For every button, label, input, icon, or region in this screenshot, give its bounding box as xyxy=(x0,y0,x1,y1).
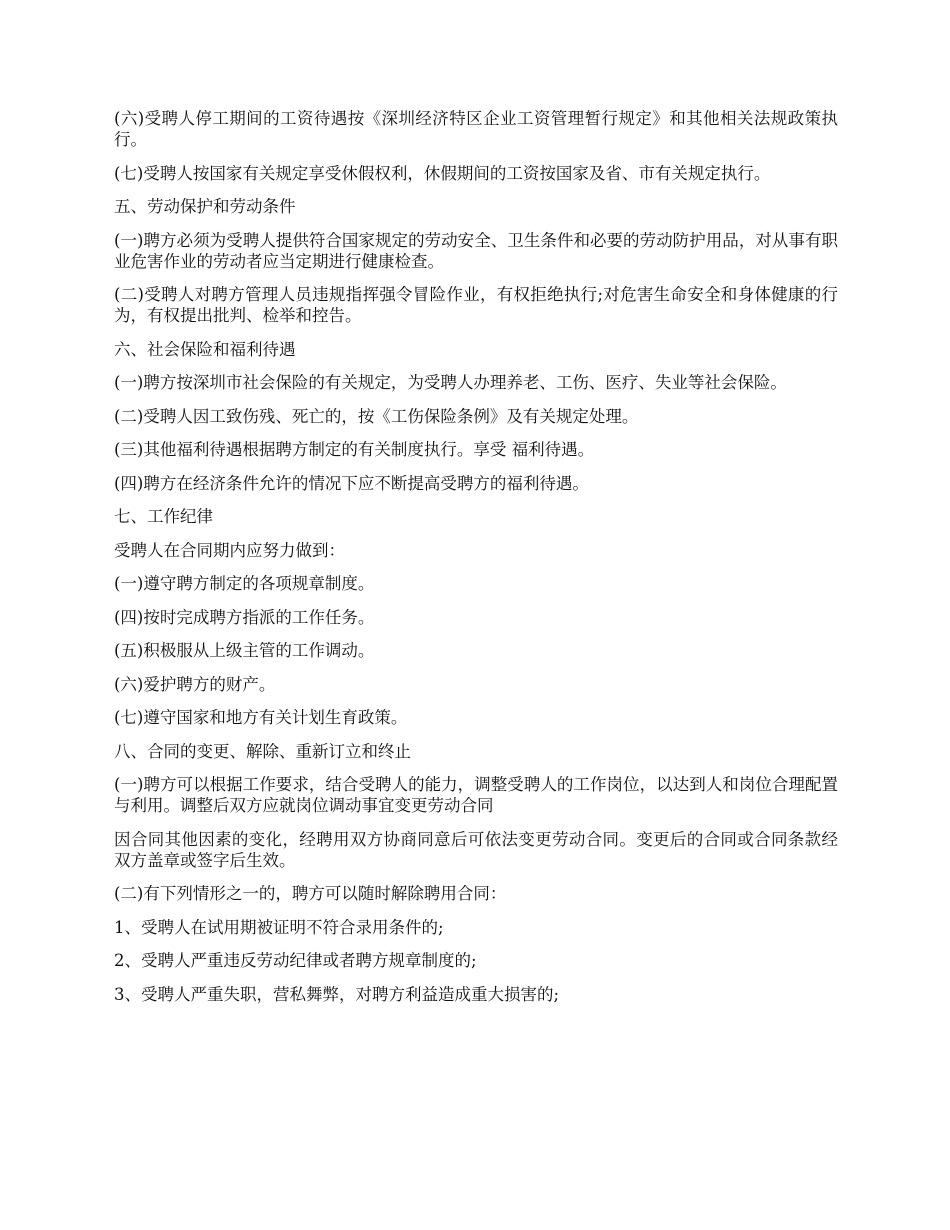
paragraph-2: (七)受聘人按国家有关规定享受休假权利，休假期间的工资按国家及省、市有关规定执行。 xyxy=(114,163,771,183)
section-heading-5: 五、劳动保护和劳动条件 xyxy=(114,197,296,216)
paragraph-20: 因合同其他因素的变化，经聘用双方协商同意后可依法变更劳动合同。变更后的合同或合同条款经双方盖章或签字后生效。 xyxy=(114,829,838,870)
paragraph-22: 1、受聘人在试用期被证明不符合录用条件的; xyxy=(114,917,444,937)
paragraph-9: (三)其他福利待遇根据聘方制定的有关制度执行。享受 福利待遇。 xyxy=(114,440,595,459)
paragraph-4: (一)聘方必须为受聘人提供符合国家规定的劳动安全、卫生条件和必要的劳动防护用品，对从事有职业危害作业的劳动者应当定期进行健康检查。 xyxy=(114,230,838,271)
paragraph-16: (六)爱护聘方的财产。 xyxy=(114,674,276,694)
paragraph-19: (一)聘方可以根据工作要求，结合受聘人的能力，调整受聘人的工作岗位，以达到人和岗位合理配置与利用。调整后双方应就岗位调动事宜变更劳动合同 xyxy=(114,775,838,815)
paragraph-17: (七)遵守国家和地方有关计划生育政策。 xyxy=(114,708,408,727)
paragraph-24: 3、受聘人严重失职，营私舞弊，对聘方利益造成重大损害的; xyxy=(114,984,560,1004)
paragraph-14: (四)按时完成聘方指派的工作任务。 xyxy=(114,607,375,627)
paragraph-13: (一)遵守聘方制定的各项规章制度。 xyxy=(114,574,375,593)
paragraph-21: (二)有下列情形之一的，聘方可以随时解除聘用合同： xyxy=(114,884,507,903)
paragraph-1: (六)受聘人停工期间的工资待遇按《深圳经济特区企业工资管理暂行规定》和其他相关法规政策执行。 xyxy=(114,109,838,149)
paragraph-5: (二)受聘人对聘方管理人员违规指挥强令冒险作业，有权拒绝执行;对危害生命安全和身体健康的行为，有权提出批判、检举和控告。 xyxy=(114,285,838,325)
paragraph-15: (五)积极服从上级主管的工作调动。 xyxy=(114,641,375,660)
paragraph-23: 2、受聘人严重违反劳动纪律或者聘方规章制度的; xyxy=(114,951,477,970)
section-heading-6: 六、社会保险和福利待遇 xyxy=(114,339,296,359)
section-heading-8: 八、合同的变更、解除、重新订立和终止 xyxy=(114,741,411,761)
document-body xyxy=(114,108,838,1017)
paragraph-7: (一)聘方按深圳市社会保险的有关规定，为受聘人办理养老、工伤、医疗、失业等社会保险。 xyxy=(114,373,787,392)
paragraph-12: 受聘人在合同期内应努力做到： xyxy=(114,540,345,560)
paragraph-8: (二)受聘人因工致伤残、死亡的，按《工伤保险条例》及有关规定处理。 xyxy=(114,406,639,426)
section-heading-7: 七、工作纪律 xyxy=(114,507,213,526)
paragraph-10: (四)聘方在经济条件允许的情况下应不断提高受聘方的福利待遇。 xyxy=(114,473,589,493)
